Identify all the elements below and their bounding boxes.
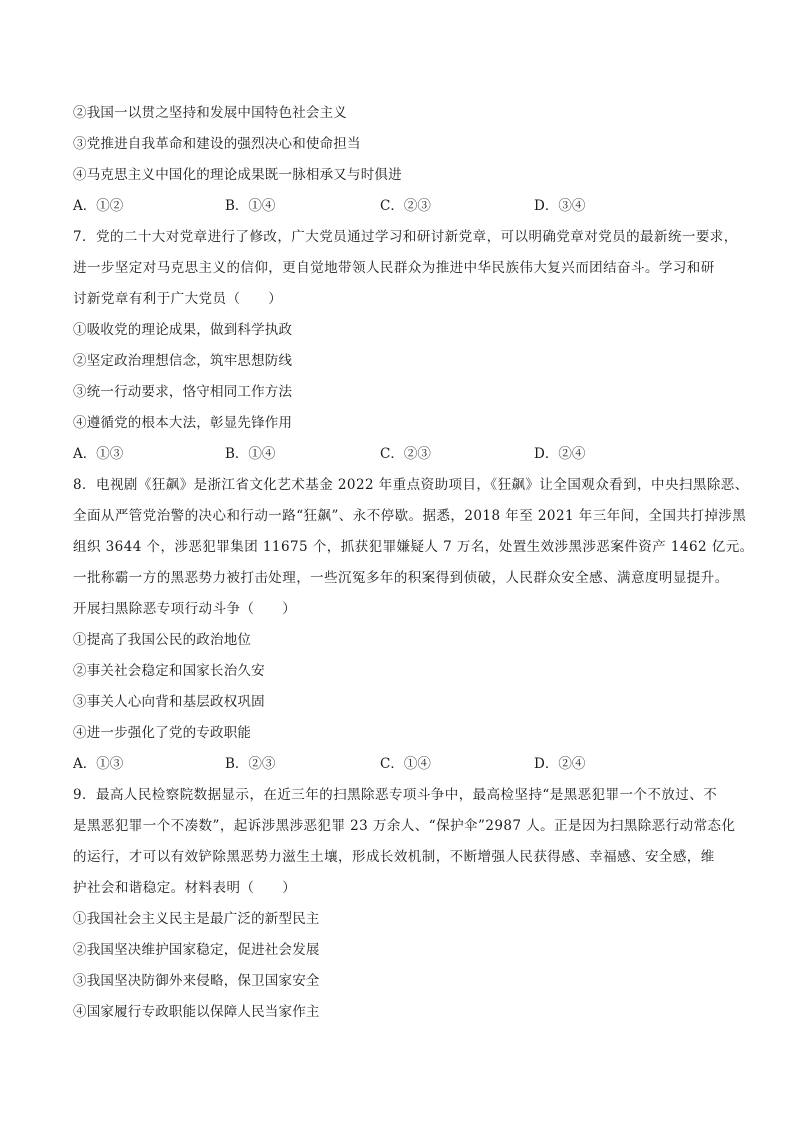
option-line: ①提高了我国公民的政治地位 bbox=[73, 632, 252, 648]
answer-choices bbox=[73, 754, 693, 774]
choice-a: A．①② bbox=[73, 198, 124, 214]
option-line: ③统一行动要求，恪守相同工作方法 bbox=[73, 384, 293, 400]
choice-c: C．②③ bbox=[380, 198, 431, 214]
option-line: ②我国坚决维护国家稳定，促进社会发展 bbox=[73, 942, 320, 958]
answer-choices bbox=[73, 196, 693, 216]
choice-d: D．③④ bbox=[534, 198, 586, 214]
option-line: ②坚定政治理想信念，筑牢思想防线 bbox=[73, 353, 293, 369]
option-line: ④遵循党的根本大法，彰显先锋作用 bbox=[73, 415, 293, 431]
option-line: ②我国一以贯之坚持和发展中国特色社会主义 bbox=[73, 105, 347, 121]
choice-b: B．②③ bbox=[225, 756, 276, 772]
answer-choices bbox=[73, 444, 693, 464]
choice-c: C．②③ bbox=[380, 446, 431, 462]
option-line: ①吸收党的理论成果，做到科学执政 bbox=[73, 322, 293, 338]
choice-d: D．②④ bbox=[534, 446, 586, 462]
option-line: ②事关社会稳定和国家长治久安 bbox=[73, 663, 265, 679]
question-stem: 的运行，才可以有效铲除黑恶势力滋生土壤，形成长效机制，不断增强人民获得感、幸福感、安全感，维 bbox=[73, 849, 715, 865]
question-stem: 是黑恶犯罪一个不凑数”，起诉涉黑涉恶犯罪 23 万余人、“保护伞”2987 人。正是因为扫黑除恶行动常态化 bbox=[73, 818, 736, 834]
option-line: ④马克思主义中国化的理论成果既一脉相承又与时俱进 bbox=[73, 167, 402, 183]
choice-a: A．①③ bbox=[73, 446, 124, 462]
option-line: ④进一步强化了党的专政职能 bbox=[73, 725, 252, 741]
question-stem: 7．党的二十大对党章进行了修改，广大党员通过学习和研讨新党章，可以明确党章对党员的最新统一要求， bbox=[73, 229, 738, 245]
option-line: ③事关人心向背和基层政权巩固 bbox=[73, 694, 265, 710]
choice-b: B．①④ bbox=[225, 198, 276, 214]
option-line: ③党推进自我革命和建设的强烈决心和使命担当 bbox=[73, 136, 361, 152]
choice-b: B．①④ bbox=[225, 446, 276, 462]
option-line: ④国家履行专政职能以保障人民当家作主 bbox=[73, 1004, 320, 1020]
question-stem: 9．最高人民检察院数据显示，在近三年的扫黑除恶专项斗争中，最高检坚持“是黑恶犯罪一个不放过、不 bbox=[73, 787, 718, 803]
option-line: ③我国坚决防御外来侵略，保卫国家安全 bbox=[73, 973, 320, 989]
choice-a: A．①③ bbox=[73, 756, 124, 772]
option-line: ①我国社会主义民主是最广泛的新型民主 bbox=[73, 911, 320, 927]
question-stem: 开展扫黑除恶专项行动斗争（ ） bbox=[73, 601, 297, 617]
question-stem: 护社会和谐稳定。材料表明（ ） bbox=[73, 880, 297, 896]
question-stem: 组织 3644 个，涉恶犯罪集团 11675 个，抓获犯罪嫌疑人 7 万名，处置生效涉黑涉恶案件资产 1462 亿元。 bbox=[73, 539, 754, 555]
question-stem: 全面从严管党治警的决心和行动一路“狂飙”、永不停歇。据悉，2018 年至 2021 年三年间，全国共打掉涉黑 bbox=[73, 508, 747, 524]
question-stem: 一批称霸一方的黑恶势力被打击处理，一些沉冤多年的积案得到侦破，人民群众安全感、满意度明显提升。 bbox=[73, 570, 729, 586]
question-stem: 进一步坚定对马克思主义的信仰，更自觉地带领人民群众为推进中华民族伟大复兴而团结奋斗。学习和研 bbox=[73, 260, 715, 276]
question-stem: 讨新党章有利于广大党员（ ） bbox=[73, 291, 283, 307]
choice-c: C．①④ bbox=[380, 756, 431, 772]
question-stem: 8．电视剧《狂飙》是浙江省文化艺术基金 2022 年重点资助项目，《狂飙》让全国观众看到，中央扫黑除恶、 bbox=[73, 477, 749, 493]
choice-d: D．②④ bbox=[534, 756, 586, 772]
